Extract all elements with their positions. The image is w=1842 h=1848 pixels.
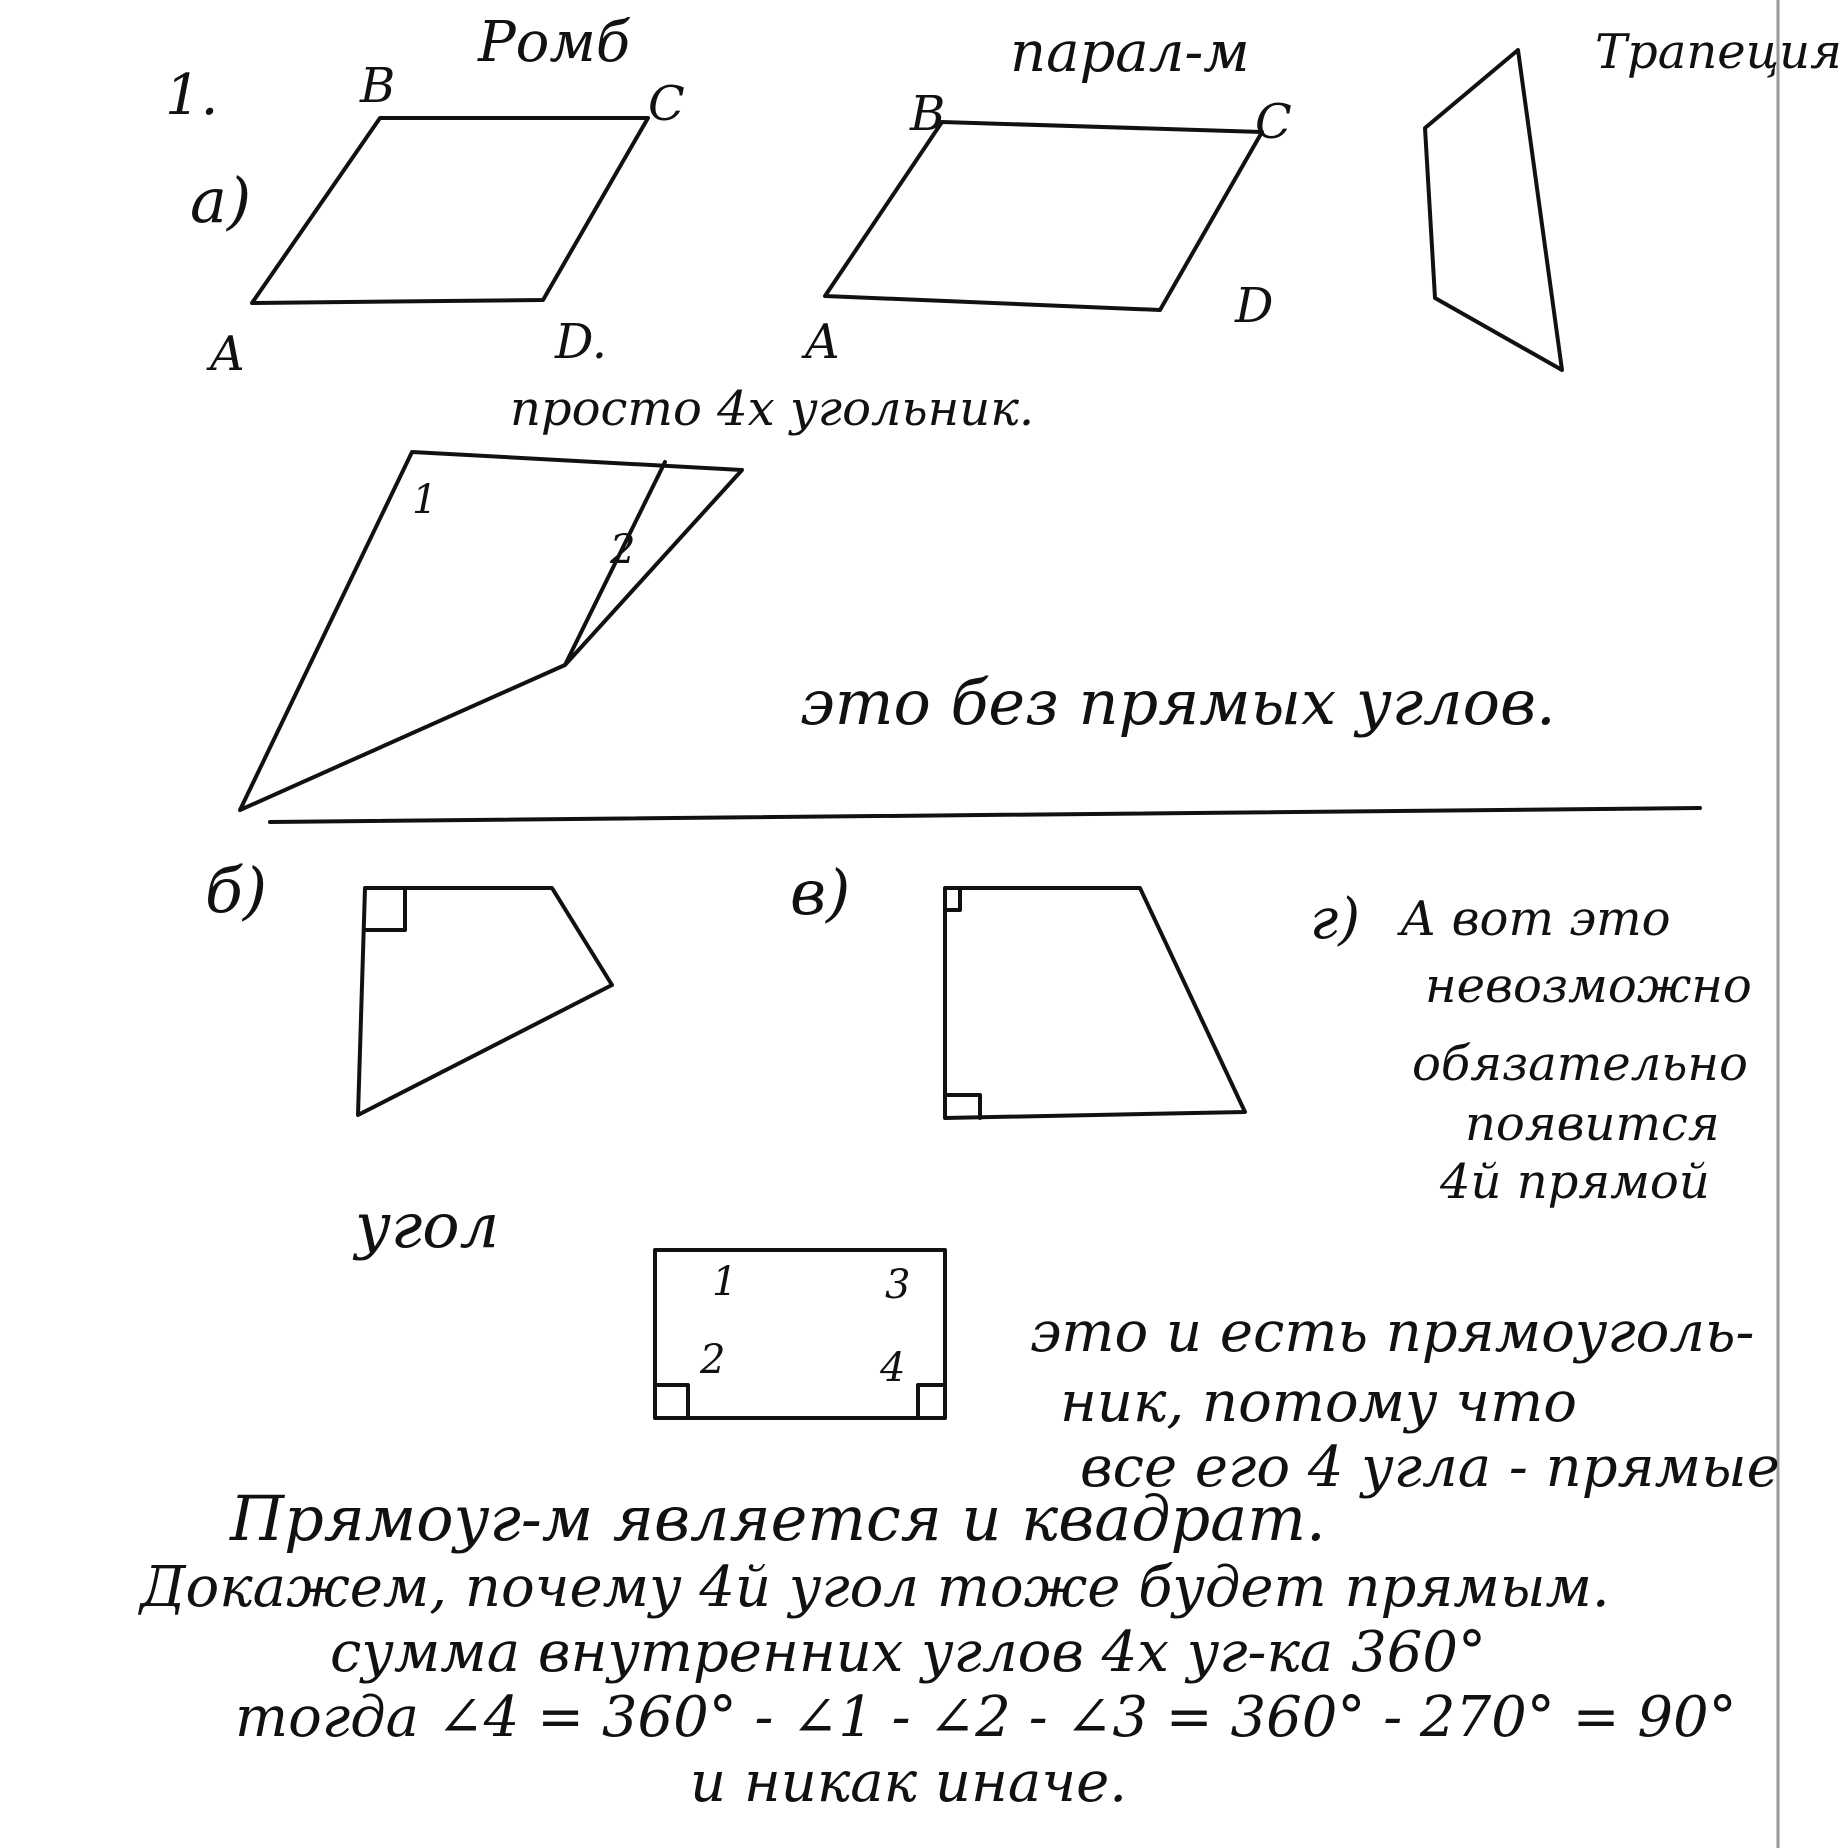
problem-number: 1.	[165, 63, 219, 128]
conclusion-line5: и никак иначе.	[690, 1750, 1128, 1815]
parallelogram-vertex-a: A	[805, 314, 840, 370]
part-v-label: в)	[790, 856, 851, 929]
irregular-quad	[240, 452, 742, 810]
note-rect-line1: это и есть прямоуголь-	[1030, 1300, 1755, 1365]
irregular-quad-number-2: 2	[610, 527, 636, 573]
divider-line	[270, 808, 1700, 822]
rect-angle-3: 3	[885, 1262, 911, 1308]
part-g-label: г)	[1310, 887, 1361, 952]
shape-v	[945, 888, 1245, 1118]
rect-angle-4: 4	[880, 1345, 906, 1391]
shape-b	[358, 888, 612, 1115]
rhombus-title: Ромб	[478, 10, 631, 75]
note-rect-line3: все его 4 угла - прямые	[1080, 1435, 1780, 1500]
conclusion-line3: сумма внутренних углов 4х уг-ка 360°	[330, 1620, 1486, 1685]
note-simple-quad: просто 4х угольник.	[510, 381, 1035, 437]
rhombus-vertex-b: B	[360, 58, 396, 114]
note-one-angle: угол	[355, 1189, 500, 1262]
rhombus-vertex-d: D.	[555, 314, 608, 370]
rhombus-shape	[252, 118, 648, 303]
note-g-line2: невозможно	[1425, 958, 1752, 1014]
right-angle-mark-v-top	[945, 888, 960, 910]
parallelogram-title: парал-м	[1010, 20, 1250, 85]
parallelogram-vertex-d: D	[1235, 278, 1274, 334]
trapezoid-title: Трапеция	[1595, 24, 1842, 80]
note-no-right-angles: это без прямых углов.	[800, 666, 1556, 739]
conclusion-line4: тогда ∠4 = 360° - ∠1 - ∠2 - ∠3 = 360° - 270° = 90°	[235, 1685, 1737, 1750]
note-g-line1: А вот это	[1400, 891, 1671, 947]
right-angle-mark-v-bottom	[945, 1095, 980, 1118]
rhombus-vertex-c: C	[648, 76, 685, 132]
right-angle-mark-b	[365, 888, 405, 930]
parallelogram-shape	[825, 122, 1262, 310]
right-angle-mark-2	[655, 1385, 688, 1418]
conclusion-line2: Докажем, почему 4й угол тоже будет прямым.	[140, 1555, 1610, 1620]
part-a-label: а)	[190, 164, 252, 237]
rect-angle-2: 2	[700, 1337, 726, 1383]
note-g-line5: 4й прямой	[1440, 1154, 1710, 1210]
trapezoid-shape	[1425, 50, 1562, 370]
parallelogram-vertex-b: B	[910, 86, 946, 142]
note-rect-line2: ник, потому что	[1060, 1370, 1577, 1435]
irregular-quad-number-1: 1	[412, 477, 438, 523]
parallelogram-vertex-c: C	[1255, 94, 1292, 150]
part-b-label: б)	[205, 854, 268, 927]
note-g-line3: обязательно	[1412, 1036, 1748, 1092]
right-angle-mark-4	[918, 1385, 945, 1418]
rhombus-vertex-a: A	[210, 326, 245, 382]
rect-angle-1: 1	[712, 1259, 738, 1305]
conclusion-line1: Прямоуг-м является и квадрат.	[230, 1482, 1326, 1555]
note-g-line4: появится	[1465, 1096, 1720, 1152]
